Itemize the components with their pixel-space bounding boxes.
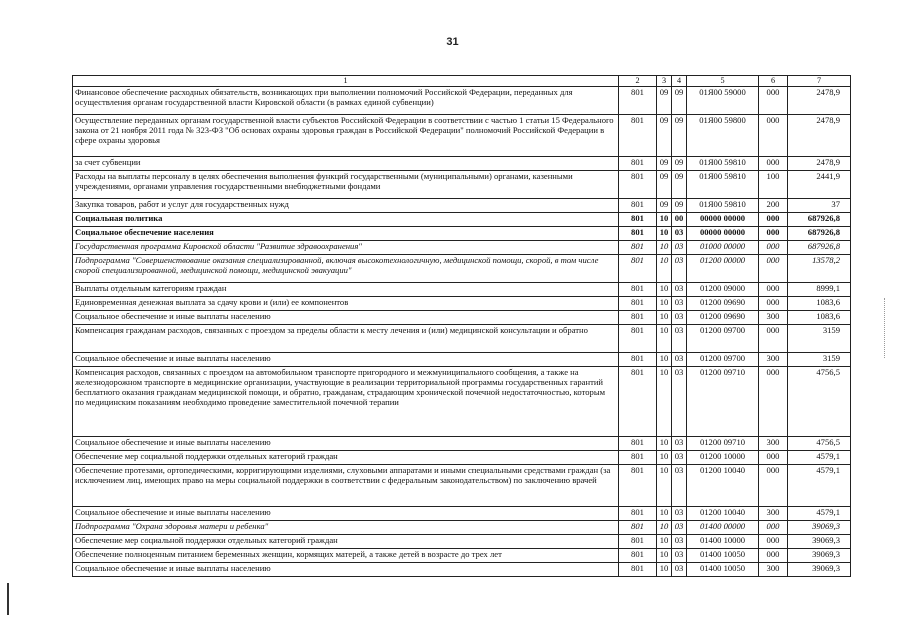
cell-subchapter: 09 [672, 115, 687, 157]
cell-target-article: 01400 10050 [687, 549, 759, 563]
cell-expense-type: 200 [759, 199, 788, 213]
cell-chapter: 10 [657, 255, 672, 283]
cell-subchapter: 09 [672, 171, 687, 199]
cell-name: Социальное обеспечение и иные выплаты населению [73, 353, 619, 367]
cell-name: за счет субвенции [73, 157, 619, 171]
table-row [73, 157, 851, 171]
cell-target-article: 01Я00 59810 [687, 199, 759, 213]
cell-subchapter: 03 [672, 353, 687, 367]
cell-chapter: 09 [657, 171, 672, 199]
cell-section-code: 801 [619, 311, 657, 325]
cell-target-article: 01000 00000 [687, 241, 759, 255]
cell-section-code: 801 [619, 437, 657, 451]
cell-subchapter: 03 [672, 549, 687, 563]
cell-target-article: 00000 00000 [687, 213, 759, 227]
cell-expense-type: 000 [759, 255, 788, 283]
table-row [73, 87, 851, 115]
cell-target-article: 01200 10040 [687, 465, 759, 507]
table-body [73, 76, 851, 577]
table-row [73, 171, 851, 199]
cell-target-article: 01200 09700 [687, 353, 759, 367]
cell-expense-type: 000 [759, 325, 788, 353]
cell-amount: 687926,8 [788, 213, 851, 227]
cell-name: Подпрограмма "Охрана здоровья матери и ребенка" [73, 521, 619, 535]
cell-name: Обеспечение протезами, ортопедическими, корригирующими изделиями, слуховыми аппаратами и иными специальными средствами граждан (за исключением лиц, имеющих право на меры социальной поддержки в соответствии с федеральным законодательством) по заключению врачей [73, 465, 619, 507]
table-header-row [73, 76, 851, 87]
cell-expense-type: 000 [759, 213, 788, 227]
cell-subchapter: 03 [672, 507, 687, 521]
cell-section-code: 801 [619, 297, 657, 311]
cell-expense-type: 000 [759, 521, 788, 535]
cell-amount: 687926,8 [788, 227, 851, 241]
cell-target-article: 01200 09690 [687, 311, 759, 325]
cell-target-article: 01400 10000 [687, 535, 759, 549]
cell-section-code: 801 [619, 255, 657, 283]
cell-section-code: 801 [619, 157, 657, 171]
cell-name: Социальное обеспечение и иные выплаты населению [73, 437, 619, 451]
cell-target-article: 01200 09710 [687, 437, 759, 451]
cell-subchapter: 09 [672, 157, 687, 171]
cell-amount: 4756,5 [788, 437, 851, 451]
cell-target-article: 01200 09000 [687, 283, 759, 297]
cell-subchapter: 03 [672, 437, 687, 451]
header-cell: 5 [687, 76, 759, 87]
table-row [73, 199, 851, 213]
cell-subchapter: 09 [672, 199, 687, 213]
cell-expense-type: 300 [759, 353, 788, 367]
cell-target-article: 01200 09690 [687, 297, 759, 311]
cell-name: Обеспечение мер социальной поддержки отдельных категорий граждан [73, 535, 619, 549]
cell-chapter: 10 [657, 213, 672, 227]
cell-section-code: 801 [619, 451, 657, 465]
cell-chapter: 09 [657, 199, 672, 213]
table-row [73, 507, 851, 521]
cell-name: Расходы на выплаты персоналу в целях обеспечения выполнения функций государственными (муниципальными) органами, казенными учреждениями, органами управления государственными внебюджетными фондами [73, 171, 619, 199]
cell-amount: 4579,1 [788, 507, 851, 521]
cell-amount: 3159 [788, 353, 851, 367]
cell-name: Компенсация гражданам расходов, связанных с проездом за пределы области к месту лечения и (или) медицинской консультации и обратно [73, 325, 619, 353]
cell-section-code: 801 [619, 241, 657, 255]
cell-expense-type: 000 [759, 87, 788, 115]
cell-amount: 2478,9 [788, 157, 851, 171]
table-row [73, 521, 851, 535]
table-row [73, 283, 851, 297]
table-row [73, 465, 851, 507]
table-row [73, 311, 851, 325]
cell-expense-type: 300 [759, 507, 788, 521]
header-cell: 2 [619, 76, 657, 87]
cell-subchapter: 03 [672, 465, 687, 507]
cell-section-code: 801 [619, 283, 657, 297]
cell-expense-type: 100 [759, 171, 788, 199]
cell-expense-type: 300 [759, 311, 788, 325]
table-row [73, 535, 851, 549]
cell-amount: 39069,3 [788, 563, 851, 577]
cell-name: Социальное обеспечение и иные выплаты населению [73, 311, 619, 325]
cell-chapter: 10 [657, 241, 672, 255]
cell-target-article: 01Я00 59810 [687, 171, 759, 199]
cell-amount: 687926,8 [788, 241, 851, 255]
table-row [73, 241, 851, 255]
table-row [73, 549, 851, 563]
cell-amount: 8999,1 [788, 283, 851, 297]
cell-subchapter: 09 [672, 87, 687, 115]
cell-expense-type: 000 [759, 451, 788, 465]
header-cell: 1 [73, 76, 619, 87]
cell-amount: 1083,6 [788, 297, 851, 311]
cell-chapter: 10 [657, 465, 672, 507]
cell-section-code: 801 [619, 563, 657, 577]
table-row [73, 367, 851, 437]
cell-target-article: 01200 10000 [687, 451, 759, 465]
cell-section-code: 801 [619, 199, 657, 213]
cell-name: Социальное обеспечение населения [73, 227, 619, 241]
cell-amount: 4756,5 [788, 367, 851, 437]
cell-subchapter: 03 [672, 521, 687, 535]
cell-chapter: 09 [657, 87, 672, 115]
cell-subchapter: 03 [672, 535, 687, 549]
cell-section-code: 801 [619, 227, 657, 241]
cell-name: Выплаты отдельным категориям граждан [73, 283, 619, 297]
cell-amount: 39069,3 [788, 535, 851, 549]
cell-subchapter: 03 [672, 241, 687, 255]
cell-amount: 39069,3 [788, 521, 851, 535]
cell-subchapter: 00 [672, 213, 687, 227]
cell-amount: 1083,6 [788, 311, 851, 325]
cell-name: Осуществление переданных органам государственной власти субъектов Российской Федерации в соответствии с частью 1 статьи 15 Федерального закона от 21 ноября 2011 года № 323-ФЗ "Об основах охраны здоровья граждан в Российской Федерации" полномочий Российской Федерации в сфере охраны здоровья [73, 115, 619, 157]
cell-expense-type: 000 [759, 283, 788, 297]
cell-name: Социальная политика [73, 213, 619, 227]
cell-subchapter: 03 [672, 227, 687, 241]
cell-subchapter: 03 [672, 563, 687, 577]
cell-chapter: 09 [657, 115, 672, 157]
table-row [73, 563, 851, 577]
cell-chapter: 10 [657, 227, 672, 241]
cell-target-article: 01200 10040 [687, 507, 759, 521]
cell-name: Обеспечение полноценным питанием беременных женщин, кормящих матерей, а также детей в возрасте до трех лет [73, 549, 619, 563]
cell-section-code: 801 [619, 87, 657, 115]
cell-section-code: 801 [619, 213, 657, 227]
cell-name: Социальное обеспечение и иные выплаты населению [73, 507, 619, 521]
cell-amount: 2441,9 [788, 171, 851, 199]
cell-name: Компенсация расходов, связанных с проездом на автомобильном транспорте пригородного и межмуниципального сообщения, а также на железнодорожном транспорте в медицинские организации, участвующие в реализации территориальной программы государственных гарантий бесплатного оказания гражданам медицинской помощи, и обратно, гражданам, страдающим хронической почечной недостаточностью, которым по медицинским показаниям необходимо проведение заместительной почечной терапии [73, 367, 619, 437]
cell-expense-type: 000 [759, 157, 788, 171]
cell-subchapter: 03 [672, 451, 687, 465]
cell-subchapter: 03 [672, 297, 687, 311]
cell-chapter: 10 [657, 325, 672, 353]
header-cell: 7 [788, 76, 851, 87]
table-row [73, 325, 851, 353]
cell-amount: 4579,1 [788, 465, 851, 507]
cell-expense-type: 000 [759, 535, 788, 549]
cell-target-article: 01Я00 59000 [687, 87, 759, 115]
cell-chapter: 10 [657, 549, 672, 563]
cell-name: Социальное обеспечение и иные выплаты населению [73, 563, 619, 577]
cell-target-article: 00000 00000 [687, 227, 759, 241]
cell-section-code: 801 [619, 507, 657, 521]
budget-table [72, 75, 851, 577]
cell-amount: 2478,9 [788, 87, 851, 115]
cell-expense-type: 000 [759, 367, 788, 437]
table-row [73, 255, 851, 283]
cell-expense-type: 000 [759, 241, 788, 255]
cell-expense-type: 300 [759, 437, 788, 451]
cell-section-code: 801 [619, 549, 657, 563]
cell-target-article: 01200 09710 [687, 367, 759, 437]
cell-chapter: 10 [657, 367, 672, 437]
cell-name: Обеспечение мер социальной поддержки отдельных категорий граждан [73, 451, 619, 465]
header-cell: 3 [657, 76, 672, 87]
cell-section-code: 801 [619, 171, 657, 199]
cell-section-code: 801 [619, 115, 657, 157]
cell-chapter: 10 [657, 535, 672, 549]
cell-amount: 3159 [788, 325, 851, 353]
cell-target-article: 01200 00000 [687, 255, 759, 283]
cell-section-code: 801 [619, 535, 657, 549]
cell-expense-type: 000 [759, 227, 788, 241]
cell-expense-type: 000 [759, 297, 788, 311]
table-row [73, 437, 851, 451]
cell-name: Финансовое обеспечение расходных обязательств, возникающих при выполнении полномочий Российской Федерации, переданных для осуществления органам государственной власти Кировской области (в рамках единой субвенции) [73, 87, 619, 115]
page-number: 31 [446, 36, 459, 48]
cell-chapter: 10 [657, 297, 672, 311]
cell-amount: 39069,3 [788, 549, 851, 563]
cell-target-article: 01400 00000 [687, 521, 759, 535]
cell-name: Подпрограмма "Совершенствование оказания специализированной, включая высокотехнологичную, медицинской помощи, скорой, в том числе скорой специализированной, медицинской помощи, медицинской эвакуации" [73, 255, 619, 283]
cell-expense-type: 000 [759, 465, 788, 507]
table-row [73, 115, 851, 157]
cell-expense-type: 300 [759, 563, 788, 577]
table-row [73, 297, 851, 311]
cell-chapter: 10 [657, 437, 672, 451]
cell-expense-type: 000 [759, 115, 788, 157]
cell-section-code: 801 [619, 465, 657, 507]
scan-artifact-dots [884, 298, 887, 358]
cell-target-article: 01400 10050 [687, 563, 759, 577]
cell-subchapter: 03 [672, 311, 687, 325]
cell-chapter: 10 [657, 451, 672, 465]
cell-section-code: 801 [619, 521, 657, 535]
cell-chapter: 10 [657, 283, 672, 297]
cell-chapter: 10 [657, 311, 672, 325]
cell-section-code: 801 [619, 367, 657, 437]
cell-subchapter: 03 [672, 283, 687, 297]
cell-target-article: 01Я00 59800 [687, 115, 759, 157]
cell-section-code: 801 [619, 325, 657, 353]
header-cell: 4 [672, 76, 687, 87]
cell-chapter: 10 [657, 563, 672, 577]
table-row [73, 213, 851, 227]
cell-chapter: 10 [657, 507, 672, 521]
cell-target-article: 01200 09700 [687, 325, 759, 353]
cell-subchapter: 03 [672, 255, 687, 283]
header-cell: 6 [759, 76, 788, 87]
cell-section-code: 801 [619, 353, 657, 367]
cell-amount: 37 [788, 199, 851, 213]
cell-amount: 2478,9 [788, 115, 851, 157]
cell-subchapter: 03 [672, 367, 687, 437]
cell-chapter: 10 [657, 353, 672, 367]
table-row [73, 451, 851, 465]
cell-amount: 4579,1 [788, 451, 851, 465]
table-row [73, 227, 851, 241]
cell-chapter: 10 [657, 521, 672, 535]
table-row [73, 353, 851, 367]
cell-target-article: 01Я00 59810 [687, 157, 759, 171]
cell-name: Закупка товаров, работ и услуг для государственных нужд [73, 199, 619, 213]
cell-name: Единовременная денежная выплата за сдачу крови и (или) ее компонентов [73, 297, 619, 311]
cell-subchapter: 03 [672, 325, 687, 353]
cell-expense-type: 000 [759, 549, 788, 563]
cell-amount: 13578,2 [788, 255, 851, 283]
binding-edge-mark [7, 583, 9, 615]
cell-name: Государственная программа Кировской области "Развитие здравоохранения" [73, 241, 619, 255]
cell-chapter: 09 [657, 157, 672, 171]
